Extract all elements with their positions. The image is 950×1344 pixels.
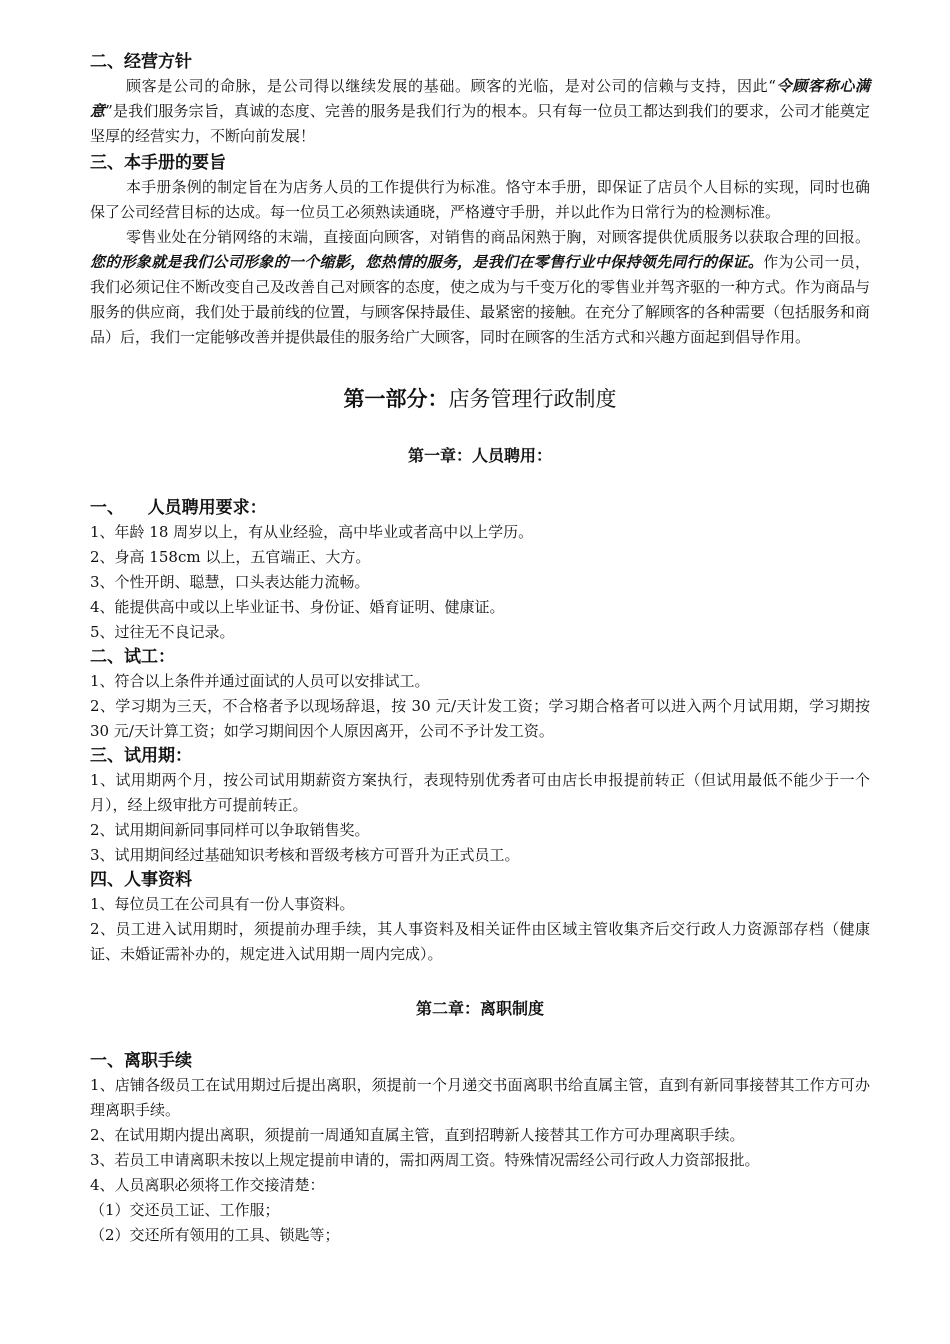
- list-item: （2）交还所有领用的工具、锁匙等；: [90, 1226, 340, 1244]
- probation-list: [90, 768, 870, 868]
- list-item: 2、学习期为三天，不合格者予以现场辞退，按 30 元/天计发工资；学习期合格者可以进入两个月试用期，学习期按 30 元/天计算工资；如学习期间因个人原因离开，公司不予计发工资。: [90, 697, 870, 740]
- manual-purpose-paragraph-2: [90, 225, 870, 350]
- document-page: [90, 50, 870, 1248]
- part-name: 店务管理行政制度: [448, 387, 617, 411]
- part-title: [90, 384, 870, 414]
- list-item: 1、年龄 18 周岁以上，有从业经验，高中毕业或者高中以上学历。: [90, 523, 534, 541]
- chapter-title-hiring: 第一章：人员聘用：: [407, 446, 552, 465]
- list-item: （1）交还员工证、工作服；: [90, 1201, 280, 1219]
- list-item: 1、符合以上条件并通过面试的人员可以安排试工。: [90, 672, 430, 690]
- text-run: 零售业处在分销网络的末端，直接面向顾客，对销售的商品闲熟于胸，对顾客提供优质服务以获取合理的回报。: [126, 228, 870, 246]
- list-item: 2、员工进入试用期时，须提前办理手续，其人事资料及相关证件由区域主管收集齐后交行政人力资源部存档（健康证、未婚证需补办的，规定进入试用期一周内完成）。: [90, 920, 870, 963]
- text-run: 作为公司一员，我们必须记住不断改变自己及改善自己对顾客的态度，使之成为与千变万化的零售业并驾齐驱的一种方式。作为商品与服务的供应商，我们处于最前线的位置，与顾客保持最佳、最紧密的接触。在充分了解顾客的各种需要（包括服务和商品）后，我们一定能够改善并提供最佳的服务给广大顾客，同时在顾客的生活方式和兴趣方面起到倡导作用。: [90, 253, 871, 346]
- section-heading-resignation-procedure: 一、离职手续: [90, 1051, 192, 1071]
- trial-work-list: [90, 669, 870, 744]
- section-heading-hiring-requirements: 一、 人员聘用要求：: [90, 498, 267, 518]
- list-item: 3、个性开朗、聪慧，口头表达能力流畅。: [90, 573, 370, 591]
- list-item: 4、人员离职必须将工作交接清楚：: [90, 1176, 325, 1194]
- emphasis-text: 您的形象就是我们公司形象的一个缩影，您热情的服务，是我们在零售行业中保持领先同行的保证。: [90, 253, 764, 271]
- section-heading-probation: 三、试用期：: [90, 746, 192, 766]
- list-item: 3、试用期间经过基础知识考核和晋级考核方可晋升为正式员工。: [90, 846, 520, 864]
- section-heading-personnel-records: 四、人事资料: [90, 870, 192, 890]
- list-item: 5、过往无不良记录。: [90, 623, 235, 641]
- list-item: 2、身高 158cm 以上，五官端正、大方。: [90, 548, 371, 566]
- list-item: 4、能提供高中或以上毕业证书、身份证、婚育证明、健康证。: [90, 598, 505, 616]
- part-label: 第一部分：: [343, 387, 449, 411]
- list-item: 2、在试用期内提出离职，须提前一周通知直属主管，直到招聘新人接替其工作方可办理离职手续。: [90, 1126, 745, 1144]
- emphasis-text: 令顾客称心满意: [90, 77, 870, 120]
- section-heading-business-policy: 二、经营方针: [90, 52, 192, 72]
- text-run: 顾客是公司的命脉，是公司得以继续发展的基础。顾客的光临，是对公司的信赖与支持，因此“: [126, 77, 776, 95]
- resignation-procedure-list: [90, 1073, 870, 1248]
- manual-purpose-paragraph-1: 本手册条例的制定旨在为店务人员的工作提供行为标准。恪守本手册，即保证了店员个人目标的实现，同时也确保了公司经营目标的达成。每一位员工必须熟读通晓，严格遵守手册，并以此作为日常行为的检测标准。: [90, 178, 870, 221]
- hiring-requirements-list: [90, 520, 870, 645]
- list-item: 1、每位员工在公司具有一份人事资料。: [90, 895, 355, 913]
- chapter-title-resignation: 第二章：离职制度: [415, 999, 544, 1018]
- list-item: 3、若员工申请离职未按以上规定提前申请的，需扣两周工资。特殊情况需经公司行政人力资部报批。: [90, 1151, 760, 1169]
- section-heading-manual-purpose: 三、本手册的要旨: [90, 153, 226, 173]
- list-item: 1、试用期两个月，按公司试用期薪资方案执行，表现特别优秀者可由店长申报提前转正（但试用最低不能少于一个月），经上级审批方可提前转正。: [90, 771, 870, 814]
- section-heading-trial-work: 二、试工：: [90, 647, 175, 667]
- list-item: 1、店铺各级员工在试用期过后提出离职，须提前一个月递交书面离职书给直属主管，直到有新同事接替其工作方可办理离职手续。: [90, 1076, 870, 1119]
- text-run: ”是我们服务宗旨，真诚的态度、完善的服务是我们行为的根本。只有每一位员工都达到我们的要求，公司才能奠定坚厚的经营实力，不断向前发展！: [90, 102, 870, 145]
- list-item: 2、试用期间新同事同样可以争取销售奖。: [90, 821, 370, 839]
- business-policy-paragraph: [90, 74, 870, 149]
- personnel-records-list: [90, 892, 870, 967]
